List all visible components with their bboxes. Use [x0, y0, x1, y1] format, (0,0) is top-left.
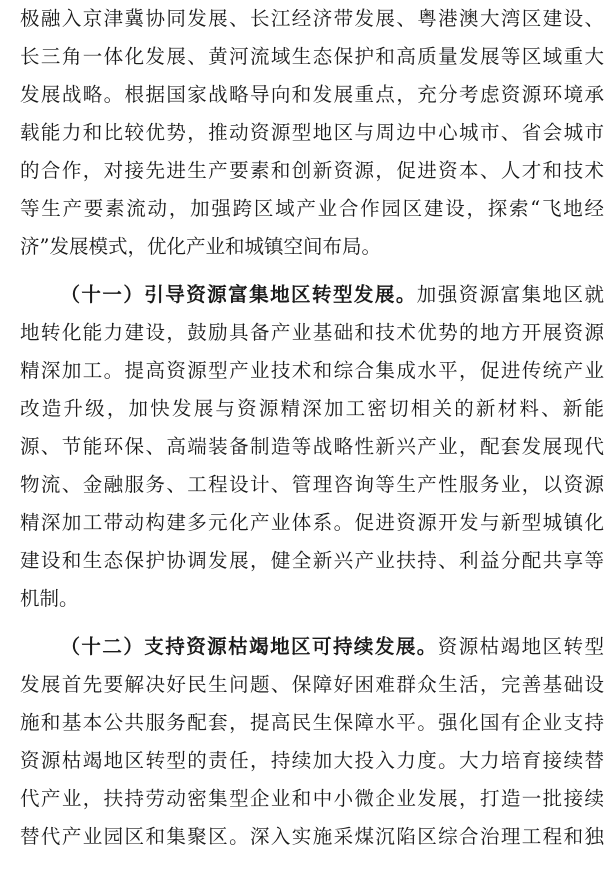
text-line: 替代产业园区和集聚区。深入实施采煤沉陷区综合治理工程和独 [20, 825, 604, 848]
text-line: 发展首先要解决好民生问题、保障好困难群众生活，完善基础设 [20, 673, 604, 696]
text-line: 精深加工带动构建多元化产业体系。促进资源开发与新型城镇化 [20, 511, 604, 534]
text-line: 载能力和比较优势，推动资源型地区与周边中心城市、省会城市 [20, 121, 604, 144]
text-line: 等生产要素流动，加强跨区域产业合作园区建设，探索“飞地经 [20, 197, 604, 220]
text-line: 源、节能环保、高端装备制造等战略性新兴产业，配套发展现代 [20, 435, 604, 458]
section-12-heading: （十二）支持资源枯竭地区可持续发展。 [59, 635, 438, 658]
text-line: 发展战略。根据国家战略导向和发展重点，充分考虑资源环境承 [20, 83, 604, 106]
text-line: 资源枯竭地区转型的责任，持续加大投入力度。大力培育接续替 [20, 749, 604, 772]
text-line: 物流、金融服务、工程设计、管理咨询等生产性服务业，以资源 [20, 473, 604, 496]
text-line: 机制。 [20, 587, 79, 610]
text-line: 极融入京津冀协同发展、长江经济带发展、粤港澳大湾区建设、 [20, 7, 604, 30]
section-11-heading: （十一）引导资源富集地区转型发展。 [59, 283, 417, 306]
text-line: 施和基本公共服务配套，提高民生保障水平。强化国有企业支持 [20, 711, 604, 734]
section-12-lead: 资源枯竭地区转型 [437, 635, 604, 658]
section-11-first-line [20, 276, 604, 314]
text-line: 济”发展模式，优化产业和城镇空间布局。 [20, 235, 381, 258]
text-line: 建设和生态保护协调发展，健全新兴产业扶持、利益分配共享等 [20, 549, 604, 572]
text-line: 精深加工。提高资源型产业技术和综合集成水平，促进传统产业 [20, 359, 604, 382]
text-line: 长三角一体化发展、黄河流域生态保护和高质量发展等区域重大 [20, 45, 604, 68]
section-12-first-line [20, 628, 604, 666]
text-line: 改造升级，加快发展与资源精深加工密切相关的新材料、新能 [20, 397, 604, 420]
text-line: 代产业，扶持劳动密集型企业和中小微企业发展，打造一批接续 [20, 787, 604, 810]
section-11-lead: 加强资源富集地区就 [416, 283, 604, 306]
text-line: 的合作，对接先进生产要素和创新资源，促进资本、人才和技术 [20, 159, 604, 182]
text-line: 地转化能力建设，鼓励具备产业基础和技术优势的地方开展资源 [20, 321, 604, 344]
